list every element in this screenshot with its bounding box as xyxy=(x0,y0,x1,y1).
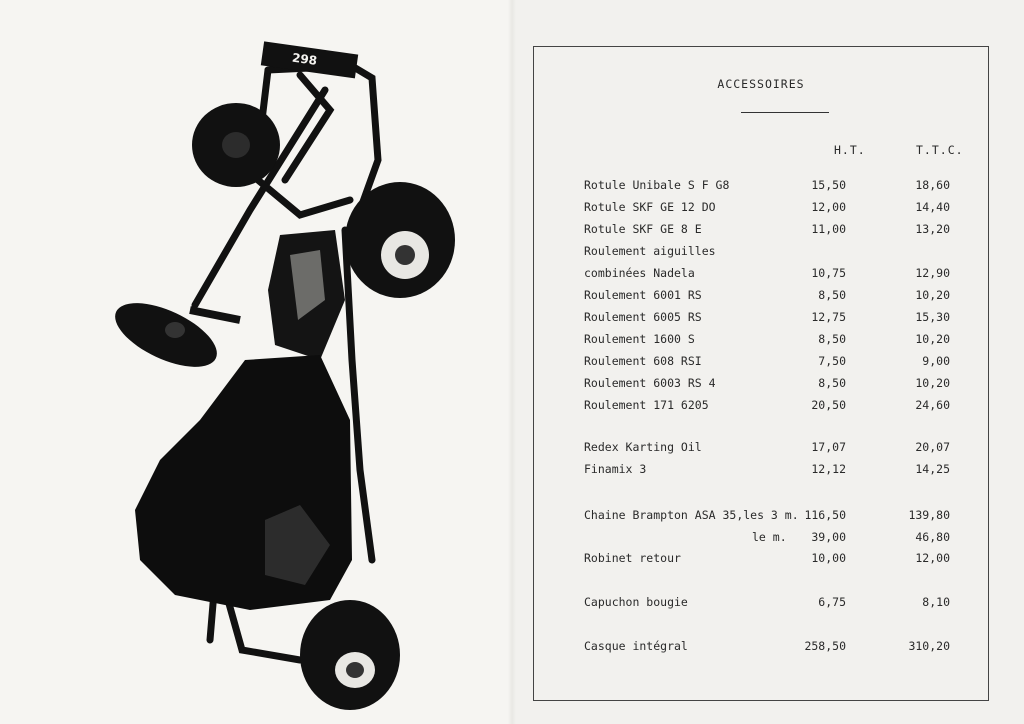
item-label: Chaine Brampton ASA 35,les 3 m. xyxy=(584,508,799,522)
item-price-ttc: 24,60 xyxy=(915,398,950,412)
item-price-ttc: 20,07 xyxy=(915,440,950,454)
item-price-ht: 17,07 xyxy=(811,440,846,454)
price-row xyxy=(584,462,964,482)
item-label: Roulement 171 6205 xyxy=(584,398,709,412)
item-label: Roulement 6003 RS 4 xyxy=(584,376,716,390)
item-label: Roulement 608 RSI xyxy=(584,354,702,368)
item-price-ttc: 9,00 xyxy=(922,354,950,368)
page-title: ACCESSOIRES xyxy=(717,77,805,91)
item-price-ttc: 10,20 xyxy=(915,376,950,390)
price-row xyxy=(584,398,964,418)
item-label: Redex Karting Oil xyxy=(584,440,702,454)
wheel-front-left xyxy=(106,290,226,380)
page-gutter xyxy=(508,0,516,724)
item-label: Roulement 6005 RS xyxy=(584,310,702,324)
item-price-ttc: 8,10 xyxy=(922,595,950,609)
number-plate-text: 298 xyxy=(291,50,318,68)
item-price-ht: 7,50 xyxy=(818,354,846,368)
item-label: Roulement 1600 S xyxy=(584,332,695,346)
item-price-ttc: 12,90 xyxy=(915,266,950,280)
price-row xyxy=(584,222,964,242)
item-price-ht: 8,50 xyxy=(818,332,846,346)
item-price-ht: 15,50 xyxy=(811,178,846,192)
price-row xyxy=(584,639,964,659)
item-label: Casque intégral xyxy=(584,639,688,653)
item-price-ttc: 18,60 xyxy=(915,178,950,192)
column-header-ttc: T.T.C. xyxy=(916,143,964,157)
item-label: Roulement aiguilles xyxy=(584,244,716,258)
item-price-ht: 39,00 xyxy=(811,530,846,544)
item-price-ht: 12,12 xyxy=(811,462,846,476)
price-row xyxy=(584,440,964,460)
item-price-ttc: 14,40 xyxy=(915,200,950,214)
price-row xyxy=(584,200,964,220)
item-price-ttc: 13,20 xyxy=(915,222,950,236)
title-underline xyxy=(741,112,829,113)
item-price-ttc: 12,00 xyxy=(915,551,950,565)
item-price-ttc: 15,30 xyxy=(915,310,950,324)
price-row xyxy=(584,551,964,571)
price-row xyxy=(584,178,964,198)
item-price-ht: 10,75 xyxy=(811,266,846,280)
price-row xyxy=(584,508,964,528)
column-header-ht: H.T. xyxy=(834,143,866,157)
item-price-ht: 258,50 xyxy=(804,639,846,653)
item-price-ttc: 310,20 xyxy=(908,639,950,653)
item-price-ht: 12,00 xyxy=(811,200,846,214)
item-label: combinées Nadela xyxy=(584,266,695,280)
item-label: Robinet retour xyxy=(584,551,681,565)
item-label: Rotule SKF GE 12 DO xyxy=(584,200,716,214)
item-price-ttc: 139,80 xyxy=(908,508,950,522)
price-row xyxy=(584,376,964,396)
item-price-ttc: 10,20 xyxy=(915,288,950,302)
item-price-ttc: 46,80 xyxy=(915,530,950,544)
kart-photo xyxy=(100,40,480,724)
item-label: Capuchon bougie xyxy=(584,595,688,609)
price-row xyxy=(584,530,964,550)
item-label: Roulement 6001 RS xyxy=(584,288,702,302)
item-price-ht: 6,75 xyxy=(818,595,846,609)
item-label: Rotule SKF GE 8 E xyxy=(584,222,702,236)
item-label: le m. xyxy=(752,530,787,544)
item-label: Finamix 3 xyxy=(584,462,647,476)
item-price-ttc: 14,25 xyxy=(915,462,950,476)
wheel-top-left xyxy=(192,103,280,187)
price-row xyxy=(584,595,964,615)
price-row xyxy=(584,266,964,286)
price-row xyxy=(584,244,964,264)
item-price-ht: 20,50 xyxy=(811,398,846,412)
wheel-bottom xyxy=(300,600,400,710)
price-row xyxy=(584,354,964,374)
kart-seat xyxy=(135,355,352,610)
item-price-ht: 8,50 xyxy=(818,288,846,302)
price-row xyxy=(584,332,964,352)
item-price-ht: 8,50 xyxy=(818,376,846,390)
wheel-right xyxy=(345,182,455,298)
item-price-ht: 11,00 xyxy=(811,222,846,236)
item-price-ttc: 10,20 xyxy=(915,332,950,346)
steering xyxy=(190,310,240,320)
price-row xyxy=(584,310,964,330)
price-row xyxy=(584,288,964,308)
item-price-ht: 116,50 xyxy=(804,508,846,522)
item-price-ht: 12,75 xyxy=(811,310,846,324)
item-label: Rotule Unibale S F G8 xyxy=(584,178,730,192)
item-price-ht: 10,00 xyxy=(811,551,846,565)
